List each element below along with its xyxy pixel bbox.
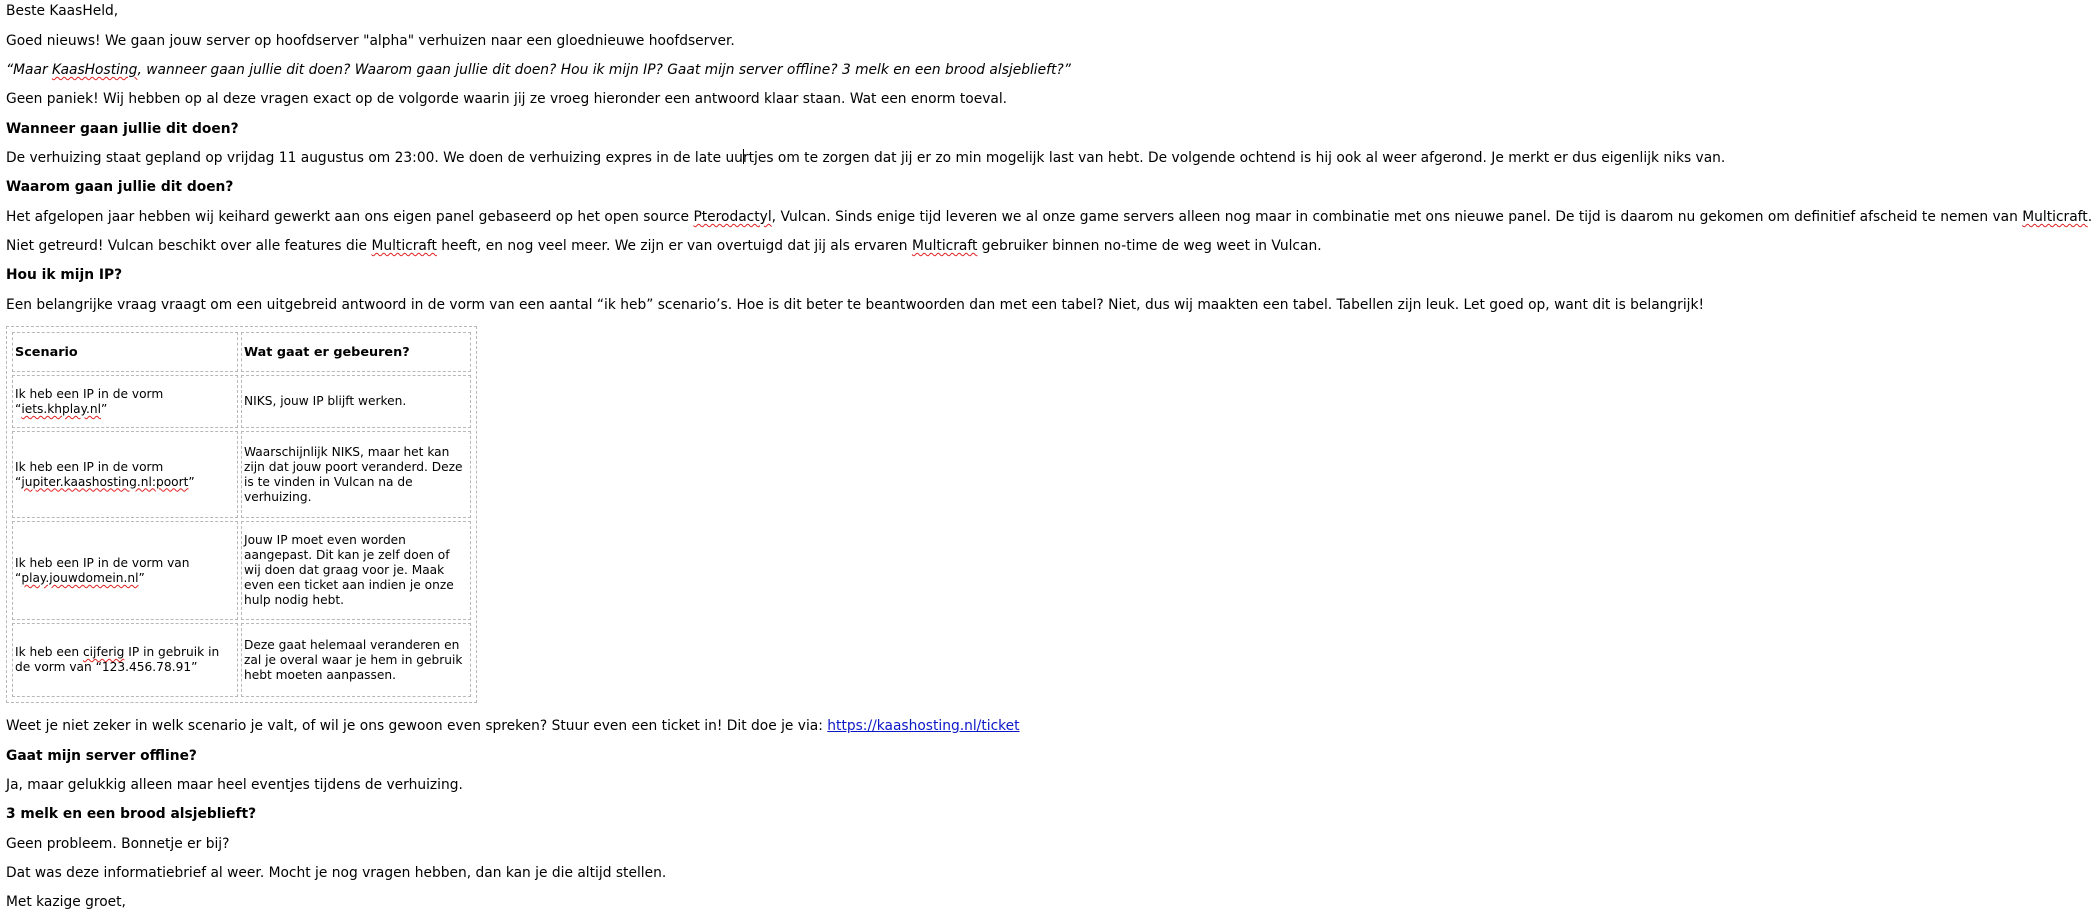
table-cell-scenario[interactable]: Ik heb een IP in de vorm “jupiter.kaashosting.nl:poort” (12, 431, 238, 518)
why-paragraph-2: Niet getreurd! Vulcan beschikt over alle features die Multicraft heeft, en nog veel meer. We zijn er van overtuigd dat jij als ervaren Multicraft gebruiker binnen no-time de weg weet in Vulcan. (6, 238, 1322, 254)
heading-why: Waarom gaan jullie dit doen? (6, 179, 234, 195)
quote-paragraph: “Maar KaasHosting, wanneer gaan jullie dit doen? Waarom gaan jullie dit doen? Hou ik mijn IP? Gaat mijn server offline? 3 melk en een brood alsjeblieft?” (6, 62, 1071, 78)
table-row (12, 521, 471, 620)
ip-paragraph: Een belangrijke vraag vraagt om een uitgebreid antwoord in de vorm van een aantal “ik heb” scenario’s. Hoe is dit beter te beantwoorden dan met een tabel? Niet, dus wij maakten een tabel. Tabellen zijn leuk. Let goed op, want dit is belangrijk! (6, 297, 1705, 313)
milk-paragraph: Geen probleem. Bonnetje er bij? (6, 836, 230, 852)
signoff: Met kazige groet, (6, 894, 126, 910)
table-cell-result[interactable]: Jouw IP moet even worden aangepast. Dit kan je zelf doen of wij doen dat graag voor je. Maak even een ticket aan indien je onze hulp nodig hebt. (241, 521, 471, 620)
greeting: Beste KaasHeld, (6, 3, 119, 19)
header-scenario[interactable]: Scenario (12, 332, 238, 372)
heading-offline: Gaat mijn server offline? (6, 748, 197, 764)
heading-milk: 3 melk en een brood alsjeblieft? (6, 806, 257, 822)
email-editor[interactable] (6, 0, 2092, 914)
closing-paragraph: Dat was deze informatiebrief al weer. Mocht je nog vragen hebben, dan kan je die altijd stellen. (6, 865, 667, 881)
table-cell-result[interactable]: Waarschijnlijk NIKS, maar het kan zijn dat jouw poort veranderd. Deze is te vinden in Vulcan na de verhuizing. (241, 431, 471, 518)
spellcheck-word: cijferig (82, 645, 125, 660)
spellcheck-word: Multicraft (371, 238, 437, 254)
table-cell-result[interactable]: Deze gaat helemaal veranderen en zal je overal waar je hem in gebruik hebt moeten aanpassen. (241, 623, 471, 697)
spellcheck-word: jupiter.kaashosting.nl:poort (21, 474, 189, 489)
table-cell-scenario[interactable]: Ik heb een IP in de vorm “iets.khplay.nl” (12, 375, 238, 428)
table-row (12, 375, 471, 428)
when-paragraph: De verhuizing staat gepland op vrijdag 11 augustus om 23:00. We doen de verhuizing expres in de late uurtjes om te zorgen dat jij er zo min mogelijk last van hebt. De volgende ochtend is hij ook al weer afgerond. Je merkt er dus eigenlijk niks van. (6, 150, 1726, 166)
ticket-link[interactable]: https://kaashosting.nl/ticket (827, 718, 1020, 734)
heading-when: Wanneer gaan jullie dit doen? (6, 121, 239, 137)
header-result[interactable]: Wat gaat er gebeuren? (241, 332, 471, 372)
table-header-row (12, 332, 471, 372)
spellcheck-word: Multicraft (2022, 209, 2088, 225)
table-cell-scenario[interactable]: Ik heb een IP in de vorm van “play.jouwdomein.nl” (12, 521, 238, 620)
spellcheck-word: Pterodactyl (693, 209, 772, 225)
table-cell-result[interactable]: NIKS, jouw IP blijft werken. (241, 375, 471, 428)
heading-ip: Hou ik mijn IP? (6, 267, 123, 283)
spellcheck-word: play.jouwdomein.nl (21, 570, 139, 585)
table-row (12, 623, 471, 697)
spellcheck-word: Multicraft (911, 238, 978, 254)
spellcheck-word: KaasHosting (52, 62, 138, 78)
table-row (12, 431, 471, 518)
ticket-paragraph: Weet je niet zeker in welk scenario je valt, of wil je ons gewoon even spreken? Stuur even een ticket in! Dit doe je via: https://kaashosting.nl/ticket (6, 718, 1020, 734)
scenario-table[interactable] (6, 326, 477, 703)
intro-paragraph: Goed nieuws! We gaan jouw server op hoofdserver "alpha" verhuizen naar een gloednieuwe hoofdserver. (6, 33, 735, 49)
spellcheck-word: iets.khplay.nl (21, 401, 102, 416)
no-panic-paragraph: Geen paniek! Wij hebben op al deze vragen exact op de volgorde waarin jij ze vroeg hieronder een antwoord klaar staan. Wat een enorm toeval. (6, 91, 1008, 107)
offline-paragraph: Ja, maar gelukkig alleen maar heel eventjes tijdens de verhuizing. (6, 777, 463, 793)
table-cell-scenario[interactable]: Ik heb een cijferig IP in gebruik in de vorm van “123.456.78.91” (12, 623, 238, 697)
why-paragraph-1: Het afgelopen jaar hebben wij keihard gewerkt aan ons eigen panel gebaseerd op het open source Pterodactyl, Vulcan. Sinds enige tijd leveren we al onze game servers alleen nog maar in combinatie met ons nieuwe panel. De tijd is daarom nu gekomen om definitief afscheid te nemen van Multicraft. (6, 209, 2092, 225)
